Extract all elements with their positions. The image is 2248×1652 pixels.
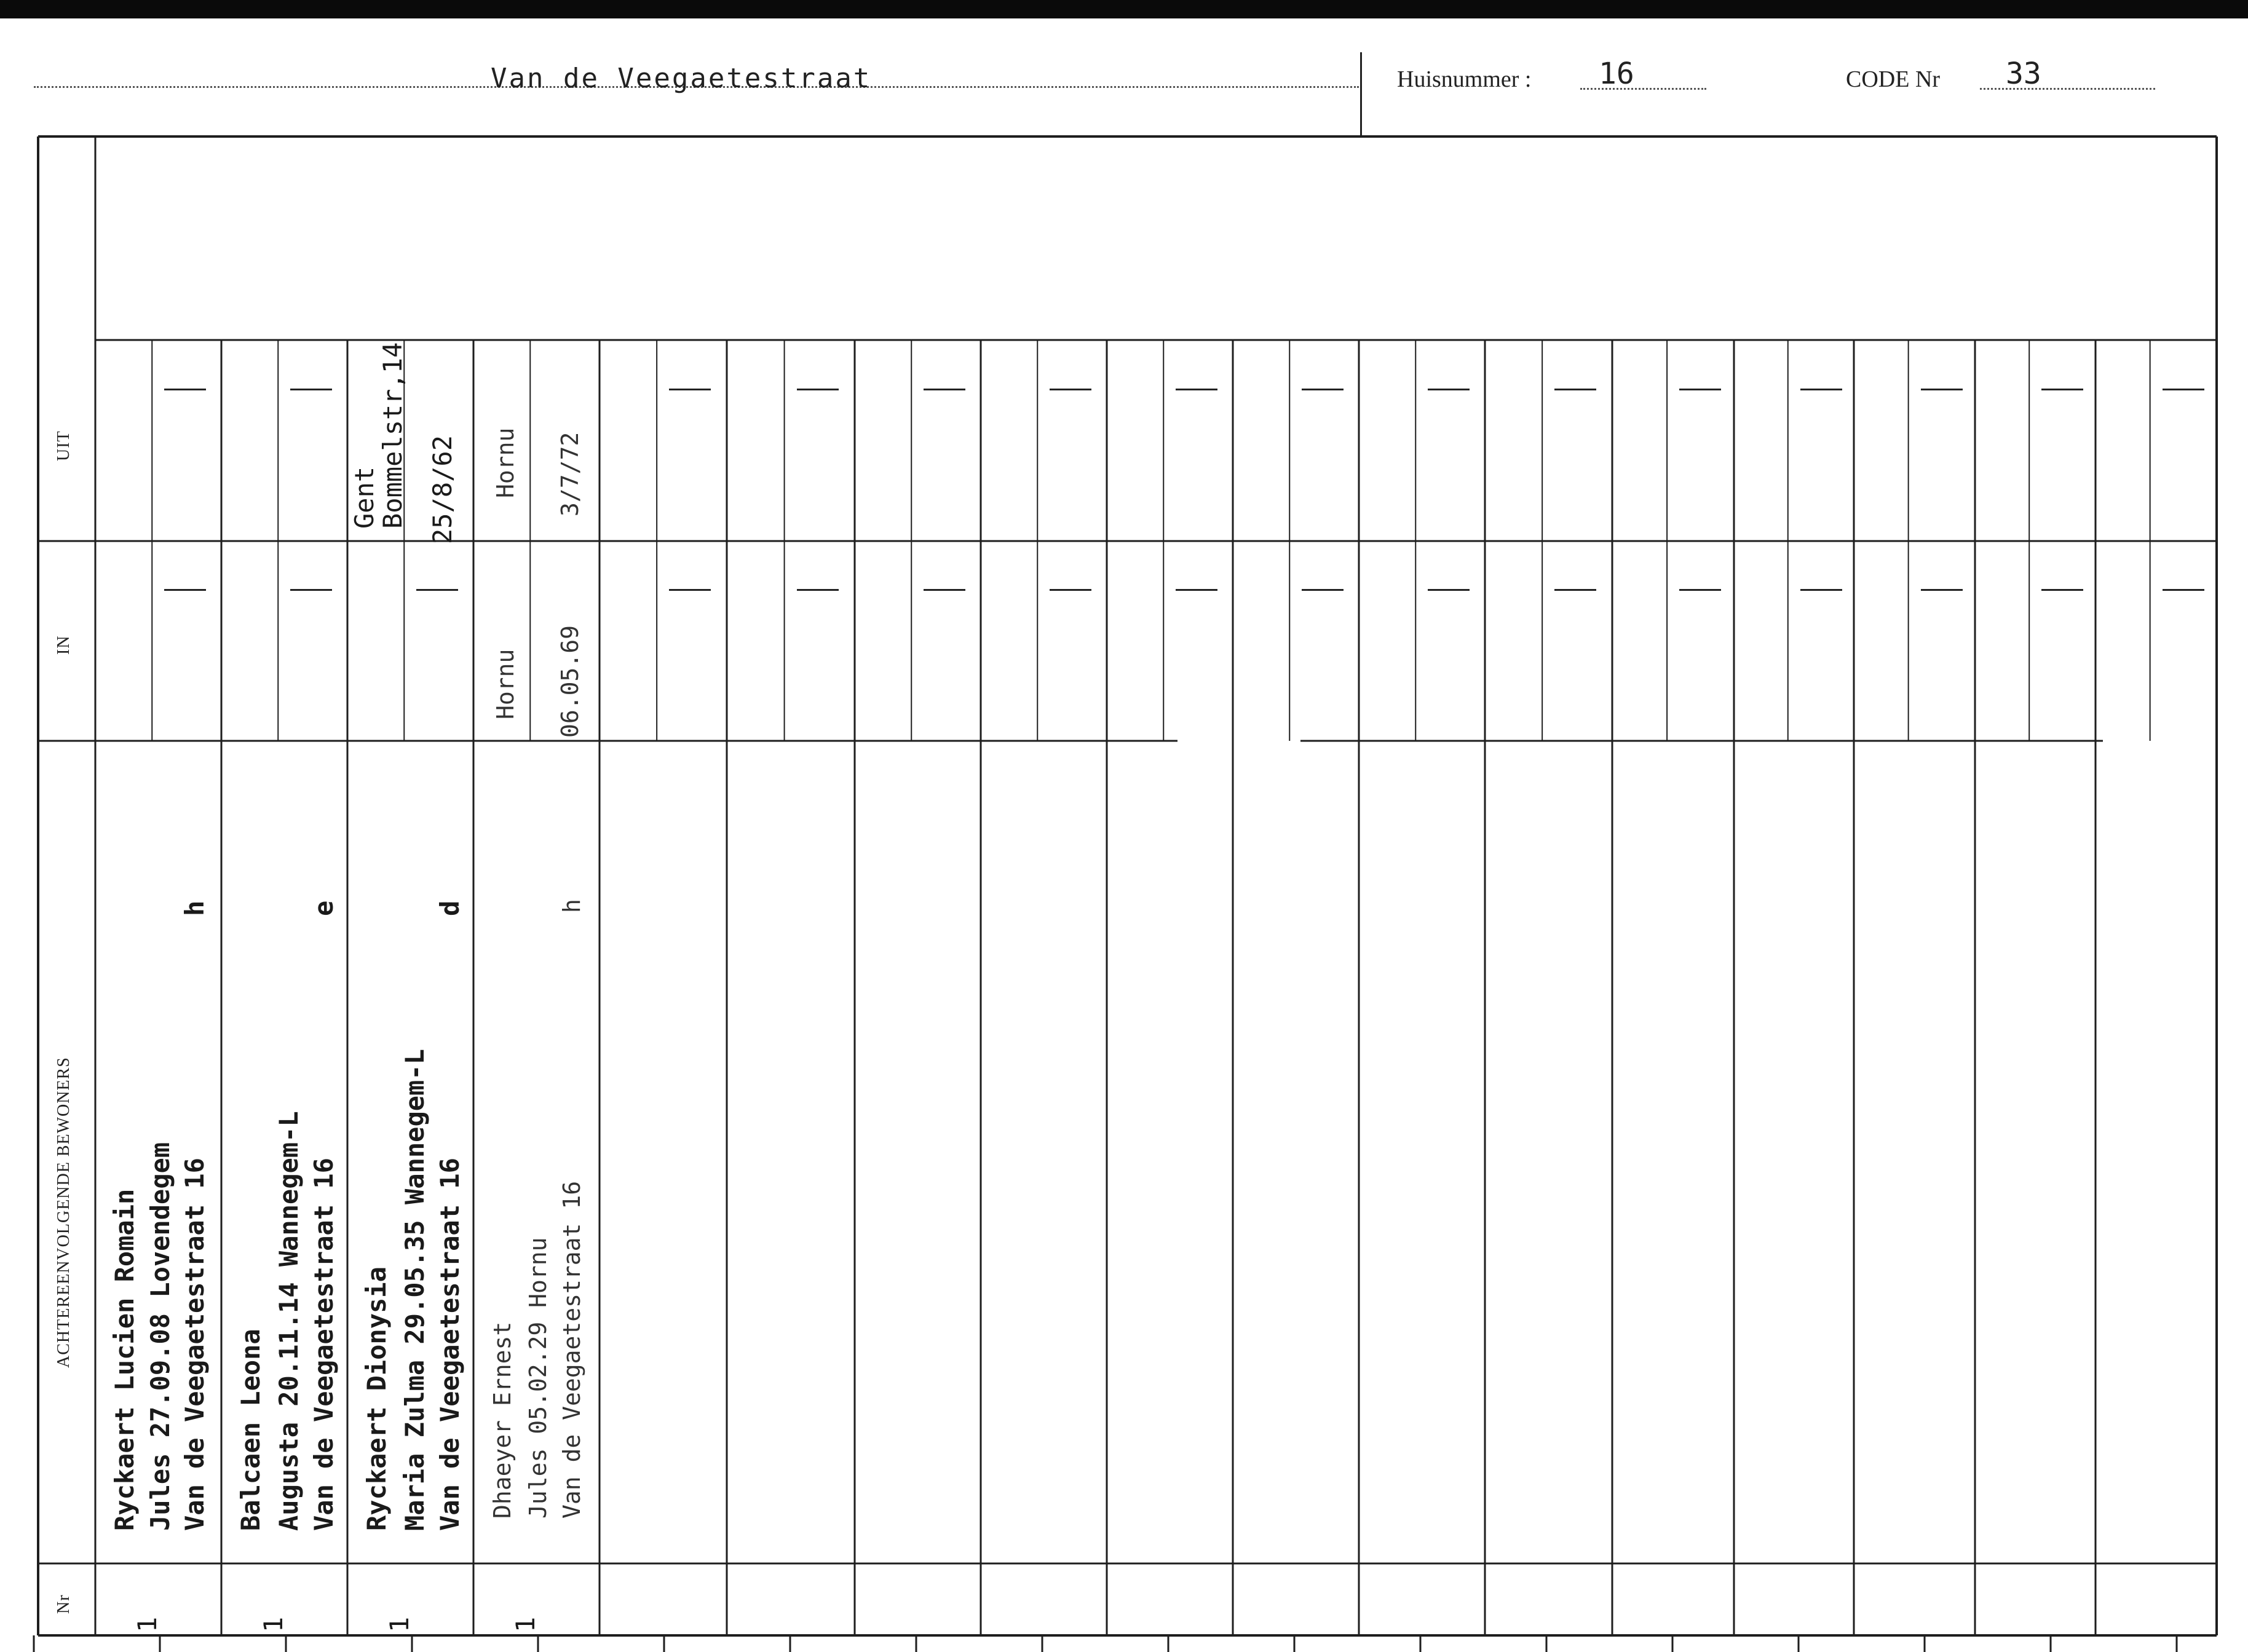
empty-dash-6 xyxy=(669,589,711,591)
empty-dash-7 xyxy=(797,389,839,390)
resident-2-line-2: Augusta 20.11.14 Wannegem-L xyxy=(274,1111,304,1531)
empty-dash-22 xyxy=(1679,589,1721,591)
empty-dash-24 xyxy=(1800,589,1842,591)
empty-dash-1 xyxy=(164,589,206,591)
resident-4-in-date: 06.05.69 xyxy=(556,625,584,738)
resident-4-marker: h xyxy=(558,899,585,913)
resident-3-uit-street: Bommelstr,14 xyxy=(378,342,408,529)
empty-dash-9 xyxy=(924,389,965,390)
resident-4-line-1: Dhaeyer Ernest xyxy=(489,1321,516,1519)
empty-dash-18 xyxy=(1428,589,1470,591)
empty-dash-11 xyxy=(1050,389,1091,390)
resident-3-nr: 1 xyxy=(384,1616,414,1632)
resident-2-nr: 1 xyxy=(258,1616,288,1632)
resident-2-line-3: Van de Veegaetestraat 16 xyxy=(309,1158,339,1531)
in-section-label: IN xyxy=(54,635,73,655)
empty-dash-29 xyxy=(2163,389,2204,390)
empty-dash-28 xyxy=(2041,589,2083,591)
empty-dash-17 xyxy=(1428,389,1470,390)
resident-3-line-3: Van de Veegaetestraat 16 xyxy=(435,1158,465,1531)
street-name: Van de Veegaetestraat xyxy=(491,63,872,94)
code-value: 33 xyxy=(2006,57,2041,91)
resident-1-line-3: Van de Veegaetestraat 16 xyxy=(180,1158,210,1531)
empty-dash-4 xyxy=(416,589,458,591)
resident-2-line-1: Balcaen Leona xyxy=(235,1329,266,1531)
resident-4-uit-place: Hornu xyxy=(492,427,519,498)
resident-1-line-1: Ryckaert Lucien Romain xyxy=(109,1188,140,1531)
empty-dash-12 xyxy=(1050,589,1091,591)
empty-dash-20 xyxy=(1554,589,1596,591)
empty-dash-13 xyxy=(1176,389,1217,390)
resident-3-line-2: Maria Zulma 29.05.35 Wannegem-L xyxy=(400,1049,430,1531)
uit-section-label: UIT xyxy=(54,430,73,461)
resident-4-uit-date: 3/7/72 xyxy=(556,432,584,516)
empty-dash-16 xyxy=(1302,589,1344,591)
resident-2-marker: e xyxy=(309,900,339,916)
empty-dash-0 xyxy=(164,389,206,390)
empty-dash-25 xyxy=(1921,389,1963,390)
empty-dash-2 xyxy=(290,389,332,390)
empty-dash-30 xyxy=(2163,589,2204,591)
resident-1-nr: 1 xyxy=(132,1616,162,1632)
empty-dash-23 xyxy=(1800,389,1842,390)
empty-dash-10 xyxy=(924,589,965,591)
resident-3-uit-date: 25/8/62 xyxy=(427,435,457,544)
resident-1-line-2: Jules 27.09.08 Lovendegem xyxy=(145,1142,175,1531)
empty-dash-5 xyxy=(669,389,711,390)
resident-3-marker: d xyxy=(435,900,465,916)
empty-dash-3 xyxy=(290,589,332,591)
empty-dash-8 xyxy=(797,589,839,591)
empty-dash-14 xyxy=(1176,589,1217,591)
residents-section-label: ACHTEREENVOLGENDE BEWONERS xyxy=(54,1057,73,1368)
resident-4-nr: 1 xyxy=(510,1616,540,1632)
code-label: CODE Nr xyxy=(1846,66,1941,92)
resident-1-marker: h xyxy=(180,900,210,916)
house-number-label: Huisnummer : xyxy=(1397,66,1532,92)
resident-4-line-2: Jules 05.02.29 Hornu xyxy=(524,1237,552,1519)
empty-dash-15 xyxy=(1302,389,1344,390)
empty-dash-26 xyxy=(1921,589,1963,591)
nr-section-label: Nr xyxy=(54,1594,73,1614)
resident-4-in-place: Hornu xyxy=(492,649,519,719)
empty-dash-21 xyxy=(1679,389,1721,390)
resident-3-uit-city: Gent xyxy=(349,466,379,529)
empty-dash-27 xyxy=(2041,389,2083,390)
resident-3-line-1: Ryckaert Dionysia xyxy=(362,1267,392,1531)
empty-dash-19 xyxy=(1554,389,1596,390)
house-number-value: 16 xyxy=(1599,57,1634,91)
resident-4-line-3: Van de Veegaetestraat 16 xyxy=(558,1180,585,1519)
